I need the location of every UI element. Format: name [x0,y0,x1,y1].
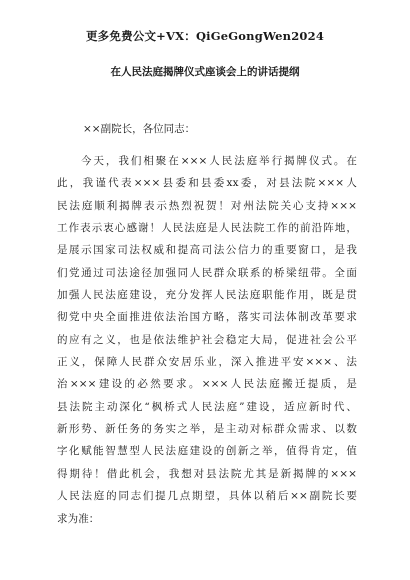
body-line: 此，我谨代表×××县委和县委xx委，对县法院×××人 [57,177,357,190]
body-line: 新形势、新任务的务实之举，是主动对标群众需求、以数 [57,423,357,436]
body-line: 治×××建设的必然要求。×××人民法庭搬迁提质，是 [57,378,357,391]
document-title: 在人民法庭揭牌仪式座谈会上的讲话提纲 [110,66,300,78]
body-line: 的应有之义，也是依法维护社会稳定大局，促进社会公平 [57,333,357,346]
body-line: 加强人民法庭建设，充分发挥人民法庭职能作用，既是贯 [57,289,357,302]
body-line: 彻党中央全面推进依法治国方略，落实司法体制改革要求 [57,311,357,324]
body-line: 县法院主动深化“枫桥式人民法庭”建设，适应新时代、 [57,400,357,413]
body-line: 得期待！借此机会，我想对县法院尤其是新揭牌的××× [57,467,357,480]
promo-header: 更多免费公文+VX：QiGeGongWen2024 [85,29,325,43]
body-line: 今天，我们相聚在×××人民法庭举行揭牌仪式。在 [81,155,357,167]
body-line: 人民法庭的同志们提几点期望，具体以稍后××副院长要 [57,490,357,503]
body-line: 们党通过司法途径加强同人民群众联系的桥梁纽带。全面 [57,266,357,279]
greeting-line: ××副院长，各位同志： [83,123,196,135]
body-line: 求为准： [57,512,100,525]
body-line: 字化赋能智慧型人民法庭建设的创新之举，值得肯定，值 [57,445,357,458]
body-line: 正义，保障人民群众安居乐业，深入推进平安×××、法 [57,356,357,369]
body-line: 工作表示衷心感谢！人民法庭是人民法院工作的前沿阵地， [57,222,357,235]
body-line: 民法庭顺利揭牌表示热烈祝贺！对州法院关心支持××× [57,199,357,212]
body-paragraph [57,150,357,530]
body-line: 是展示国家司法权威和提高司法公信力的重要窗口，是我 [57,244,357,257]
